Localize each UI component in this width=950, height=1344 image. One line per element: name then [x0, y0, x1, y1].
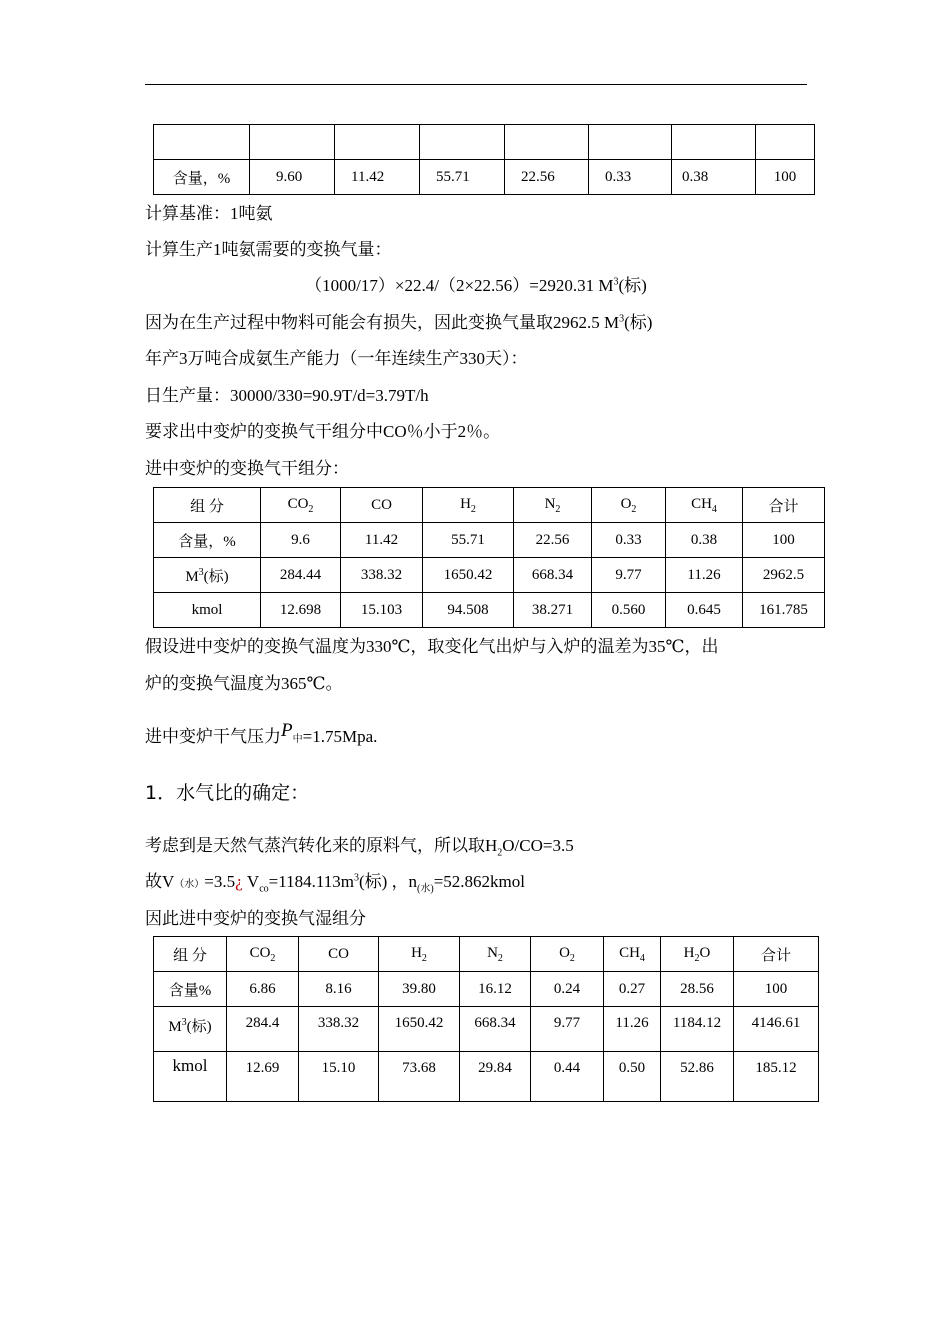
- table-cell: 15.103: [341, 593, 423, 628]
- table-cell: 338.32: [341, 558, 423, 593]
- column-header: CO: [341, 488, 423, 523]
- table-cell: 0.24: [531, 972, 604, 1007]
- table-cell: 2962.5: [743, 558, 825, 593]
- row-label: 含量，%: [154, 523, 261, 558]
- table-cell: 39.80: [379, 972, 460, 1007]
- table-cell: 29.84: [460, 1052, 531, 1102]
- table-cell: 284.44: [261, 558, 341, 593]
- formula-line: [145, 271, 807, 296]
- table-cell: 9.60: [250, 160, 335, 195]
- table-cell: 9.6: [261, 523, 341, 558]
- column-header: 合计: [734, 937, 819, 972]
- table-cell: 6.86: [227, 972, 299, 1007]
- table-cell: [154, 125, 250, 160]
- table-cell: [505, 125, 589, 160]
- table-cell: 1184.12: [661, 1007, 734, 1052]
- column-header: $O_2$: [531, 937, 604, 972]
- row-label: 含量，%: [154, 160, 250, 195]
- table-cell: 0.560: [592, 593, 666, 628]
- annual-capacity: 年产3万吨合成氨生产能力（一年连续生产330天）：: [145, 349, 528, 368]
- loss-right: (标): [624, 313, 653, 332]
- row-label: $M^3$(标): [154, 1007, 227, 1052]
- column-header: $O_2$: [592, 488, 666, 523]
- formula-left: （1000/17）×22.4/（2×22.56）=2920.31 M: [305, 276, 614, 295]
- table-cell: 0.38: [672, 160, 756, 195]
- row-label: kmol: [154, 1052, 227, 1102]
- column-header: $CO_2$: [227, 937, 299, 972]
- table-cell: 55.71: [423, 523, 514, 558]
- column-header: CO: [299, 937, 379, 972]
- column-header: $H_2$: [379, 937, 460, 972]
- table-cell: 94.508: [423, 593, 514, 628]
- table-row: [154, 593, 825, 628]
- table-cell: 0.38: [666, 523, 743, 558]
- loss-sup: 3: [619, 313, 625, 325]
- column-header: $N_2$: [460, 937, 531, 972]
- table-cell: 12.698: [261, 593, 341, 628]
- steam-ratio-line: 考虑到是天然气蒸汽转化来的原料气，所以取$H_2O/CO=3.5$: [145, 836, 574, 859]
- table-cell: 100: [756, 160, 815, 195]
- column-header: $N_2$: [514, 488, 592, 523]
- table-cell: 16.12: [460, 972, 531, 1007]
- column-header: 组 分: [154, 937, 227, 972]
- table-cell: 0.27: [604, 972, 661, 1007]
- loss-line: [145, 308, 652, 333]
- table-row: [154, 160, 815, 195]
- table-row-blank: [154, 125, 815, 160]
- formula-sup: 3: [613, 276, 619, 288]
- table-cell: 0.33: [592, 523, 666, 558]
- table-cell: 100: [743, 523, 825, 558]
- table-row: [154, 972, 819, 1007]
- wet-composition-intro: 因此进中变炉的变换气湿组分: [145, 909, 366, 928]
- section-heading: 1．水气比的确定：: [145, 782, 310, 804]
- table-cell: 0.50: [604, 1052, 661, 1102]
- table-cell: 38.271: [514, 593, 592, 628]
- table-header-row: [154, 488, 825, 523]
- table-cell: 9.77: [592, 558, 666, 593]
- composition-table-continued: [153, 124, 815, 195]
- table-cell: 52.86: [661, 1052, 734, 1102]
- daily-output: 日生产量：30000/330=90.9T/d=3.79T/h: [145, 386, 429, 405]
- error-glyph: ¿: [235, 872, 243, 891]
- table-cell: 11.42: [341, 523, 423, 558]
- table-row: [154, 558, 825, 593]
- table-cell: 0.33: [589, 160, 672, 195]
- table-cell: 0.645: [666, 593, 743, 628]
- row-label: $M^3$(标): [154, 558, 261, 593]
- loss-left: 因为在生产过程中物料可能会有损失，因此变换气量取2962.5 M: [145, 313, 620, 332]
- dry-composition-table: [153, 487, 825, 628]
- column-header: $H_2$: [423, 488, 514, 523]
- table-cell: 12.69: [227, 1052, 299, 1102]
- table-cell: 22.56: [505, 160, 589, 195]
- table-cell: 185.12: [734, 1052, 819, 1102]
- table-row: [154, 1007, 819, 1052]
- table-cell: 22.56: [514, 523, 592, 558]
- table-cell: 1650.42: [379, 1007, 460, 1052]
- table-cell: 8.16: [299, 972, 379, 1007]
- formula-right: (标): [618, 276, 647, 295]
- table-cell: 284.4: [227, 1007, 299, 1052]
- table-cell: 9.77: [531, 1007, 604, 1052]
- table-cell: [589, 125, 672, 160]
- table-cell: [420, 125, 505, 160]
- table-cell: 100: [734, 972, 819, 1007]
- header-rule: [145, 84, 807, 85]
- table-cell: 11.26: [666, 558, 743, 593]
- table-cell: [756, 125, 815, 160]
- table-cell: 55.71: [420, 160, 505, 195]
- table-cell: 1650.42: [423, 558, 514, 593]
- table-row: [154, 1052, 819, 1102]
- calc-intro: 计算生产1吨氨需要的变换气量：: [145, 240, 392, 259]
- calc-basis: 计算基准：1吨氨: [145, 204, 273, 223]
- row-label: 含量%: [154, 972, 227, 1007]
- table-row: [154, 523, 825, 558]
- column-header: $H_2O$: [661, 937, 734, 972]
- column-header: 组 分: [154, 488, 261, 523]
- table-cell: 0.44: [531, 1052, 604, 1102]
- table-cell: 668.34: [514, 558, 592, 593]
- temperature-line-1: 假设进中变炉的变换气温度为330℃，取变化气出炉与入炉的温差为35℃，出: [145, 637, 719, 656]
- dry-composition-intro: 进中变炉的变换气干组分：: [145, 459, 349, 478]
- table-cell: 73.68: [379, 1052, 460, 1102]
- table-header-row: [154, 937, 819, 972]
- pressure-line: 进中变炉干气压力P中=1.75Mpa.: [145, 720, 378, 746]
- table-cell: 28.56: [661, 972, 734, 1007]
- table-cell: 11.42: [335, 160, 420, 195]
- table-cell: 668.34: [460, 1007, 531, 1052]
- table-cell: [250, 125, 335, 160]
- table-cell: 15.10: [299, 1052, 379, 1102]
- temperature-line-2: 炉的变换气温度为365℃。: [145, 674, 343, 693]
- row-label: kmol: [154, 593, 261, 628]
- co-requirement: 要求出中变炉的变换气干组分中CO％小于2％。: [145, 422, 501, 441]
- table-cell: 338.32: [299, 1007, 379, 1052]
- wet-composition-table: [153, 936, 819, 1102]
- pressure-symbol: P: [281, 720, 293, 741]
- column-header: 合计: [743, 488, 825, 523]
- column-header: $CO_2$: [261, 488, 341, 523]
- table-cell: [672, 125, 756, 160]
- table-cell: 4146.61: [734, 1007, 819, 1052]
- steam-volume-line: 故V（水）=3.5¿ $V_{co}=1184.113m^3$(标) ，$n_{(水)}=52.862kmol$: [145, 872, 526, 895]
- table-cell: 11.26: [604, 1007, 661, 1052]
- column-header: $CH_4$: [666, 488, 743, 523]
- table-cell: 161.785: [743, 593, 825, 628]
- table-cell: [335, 125, 420, 160]
- column-header: $CH_4$: [604, 937, 661, 972]
